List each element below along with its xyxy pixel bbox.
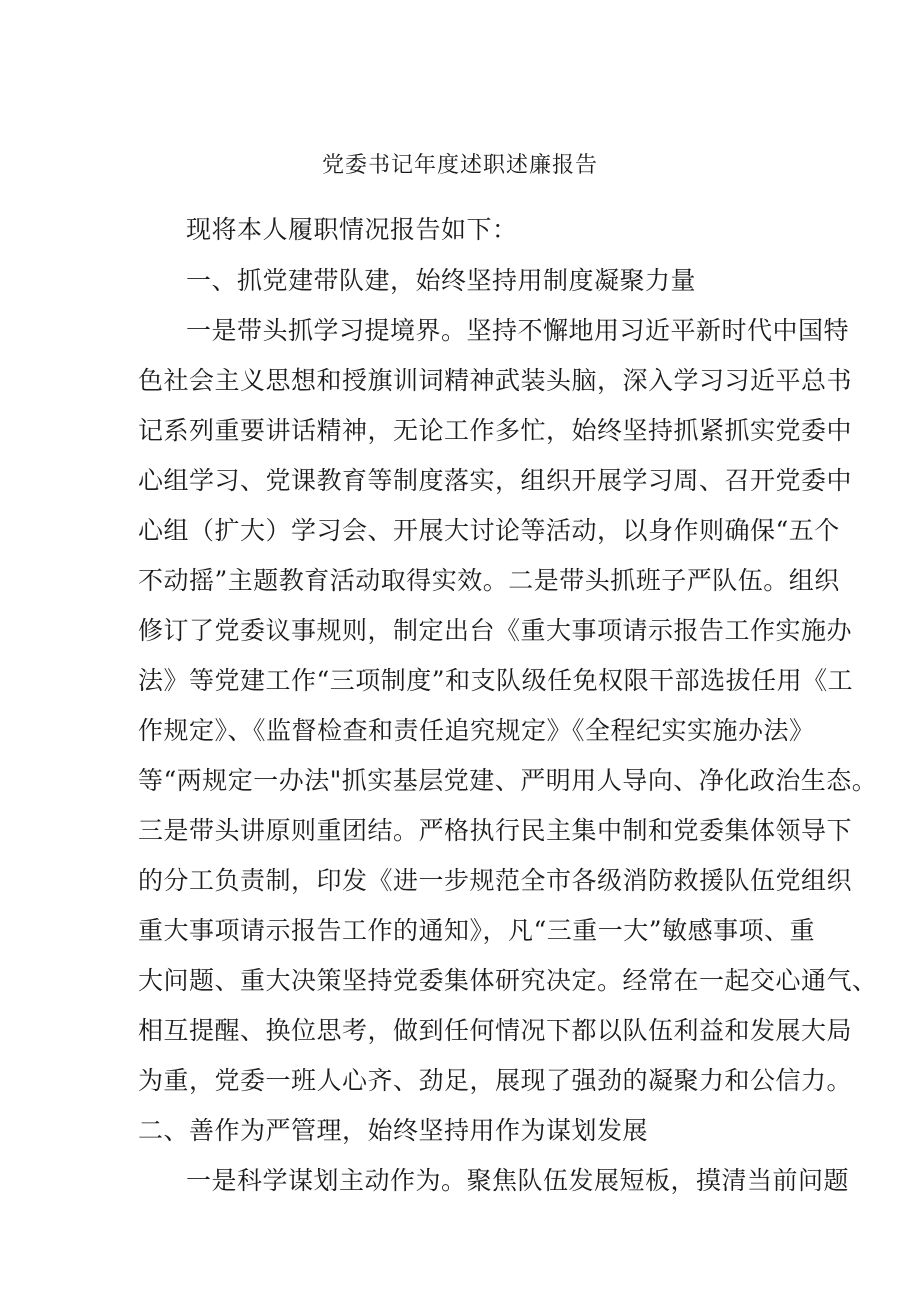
paragraph-intro: 现将本人履职情况报告如下： <box>186 215 518 244</box>
paragraph-line: 为重，党委一班人心齐、劲足，展现了强劲的凝聚力和公信力。 <box>138 1066 853 1095</box>
document-title: 党委书记年度述职述廉报告 <box>321 153 598 178</box>
paragraph-line: 记系列重要讲话精神，无论工作多忙，始终坚持抓紧抓实党委中 <box>138 416 853 445</box>
paragraph-line: 一是科学谋划主动作为。聚焦队伍发展短板，摸清当前问题 <box>186 1166 850 1195</box>
paragraph-line: 色社会主义思想和授旗训词精神武装头脑，深入学习习近平总书 <box>138 366 853 395</box>
paragraph-line: 心组（扩大）学习会、开展大讨论等活动，以身作则确保“五个 <box>138 516 840 545</box>
paragraph-line: 一是带头抓学习提境界。坚持不懈地用习近平新时代中国特 <box>186 316 850 345</box>
section-heading-1: 一、抓党建带队建，始终坚持用制度凝聚力量 <box>186 266 697 295</box>
paragraph-line: 修订了党委议事规则，制定出台《重大事项请示报告工作实施办 <box>138 616 853 645</box>
paragraph-line: 三是带头讲原则重团结。严格执行民主集中制和党委集体领导下 <box>138 816 853 845</box>
paragraph-line: 相互提醒、换位思考，做到任何情况下都以队伍利益和发展大局 <box>138 1016 853 1045</box>
paragraph-line: 心组学习、党课教育等制度落实，组织开展学习周、召开党委中 <box>138 466 853 495</box>
paragraph-line: 等“两规定一办法"抓实基层党建、严明用人导向、净化政治生态。 <box>138 766 878 795</box>
paragraph-line: 不动摇”主题教育活动取得实效。二是带头抓班子严队伍。组织 <box>138 566 840 595</box>
paragraph-line: 的分工负责制，印发《进一步规范全市各级消防救援队伍党组织 <box>138 866 853 895</box>
paragraph-line: 法》等党建工作“三项制度”和支队级任免权限干部选拔任用《工 <box>138 666 854 695</box>
section-heading-2: 二、善作为严管理，始终坚持用作为谋划发展 <box>138 1116 649 1145</box>
paragraph-line: 作规定》、《监督检查和责任追究规定》《全程纪实实施办法》 <box>138 716 815 745</box>
paragraph-line: 重大事项请示报告工作的通知》，凡“三重一大”敏感事项、重 <box>138 916 816 945</box>
paragraph-line: 大问题、重大决策坚持党委集体研究决定。经常在一起交心通气、 <box>138 966 878 995</box>
